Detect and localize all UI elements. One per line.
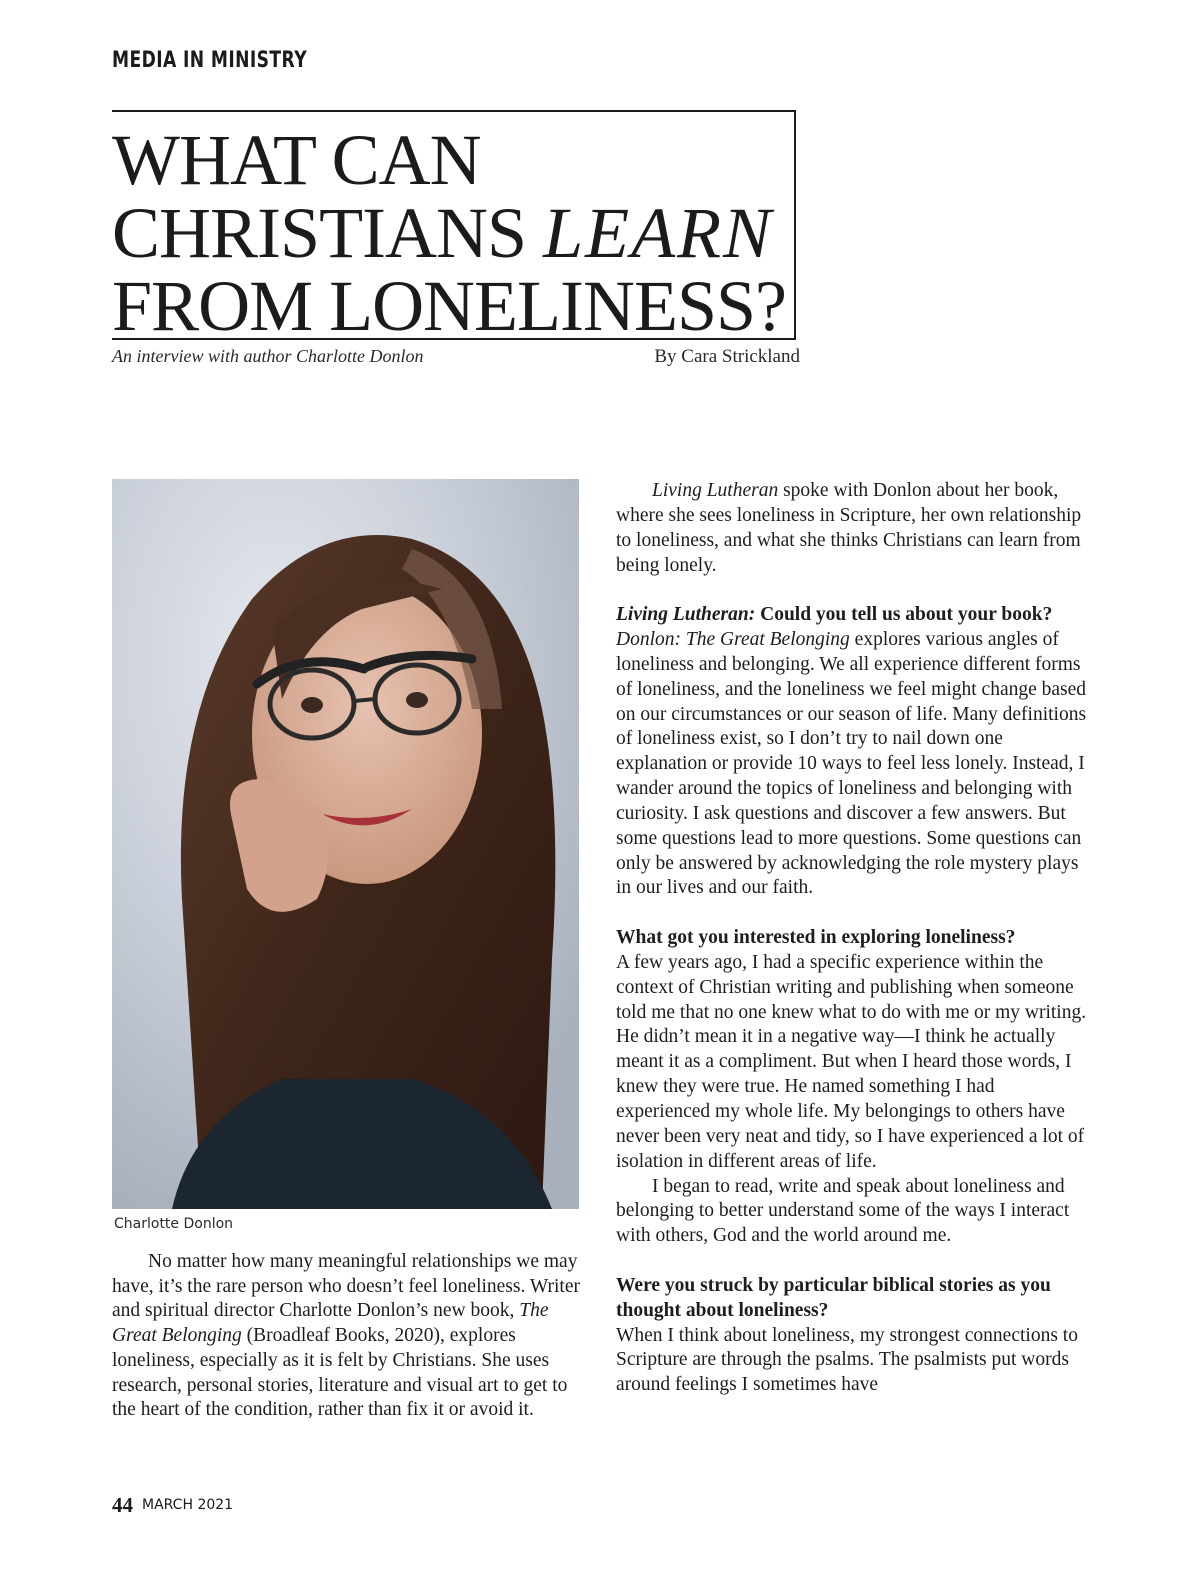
intro-text-2: (Broadleaf Books, 2020), explores loneliness, especially as it is felt by Christians. She uses research, personal stories, literature and visual art to get to the heart of the condition, rather than fix it or avoid it. (112, 1325, 568, 1421)
interview-column (616, 479, 1088, 1398)
article-subtitle: An interview with author Charlotte Donlon (112, 346, 424, 366)
answer-3: When I think about loneliness, my strongest connections to Scripture are through the psalms. The psalmists put words around feelings I sometimes have (616, 1324, 1078, 1396)
paragraph-gap (616, 901, 1088, 926)
intro-text-1: No matter how many meaningful relationships we may have, it’s the rare person who doesn’t feel loneliness. Writer and spiritual director Charlotte Donlon’s new book, (112, 1251, 580, 1322)
answer-1-lead: Donlon: The Great Belonging (616, 629, 850, 651)
answer-2-paragraph-2: I began to read, write and speak about loneliness and belonging to better understand some of the ways I interact with others, God and the world around me. (616, 1175, 1070, 1247)
book-title: The Great Belonging (112, 1300, 549, 1347)
title-line-1: WHAT CAN (112, 120, 481, 200)
section-label: MEDIA IN MINISTRY (112, 48, 308, 73)
article-title (112, 120, 787, 346)
intro-paragraph (112, 1250, 587, 1423)
lead-text: spoke with Donlon about her book, where she sees loneliness in Scripture, her own relationship to loneliness, and what she thinks Christians can learn from being lonely. (616, 480, 1082, 576)
author-portrait-photo (112, 479, 579, 1209)
answer-1-text: explores various angles of loneliness and belonging. We all experience different forms of loneliness, and the loneliness we feel might change based on our circumstances or our season of life. Many definitions of loneliness exist, so I don’t try to nail down one explanation or provide 10 ways to feel less lonely. Instead, I wander around the topics of loneliness and belonging with curiosity. I ask questions and discover a few answers. But some questions lead to more questions. Some questions can only be answered by acknowledging the role mystery plays in our lives and our faith. (616, 629, 1087, 899)
paragraph-gap (616, 1249, 1088, 1274)
title-emphasis: LEARN (543, 193, 774, 273)
title-line-2 (112, 193, 786, 273)
answer-2-paragraph-1: A few years ago, I had a specific experience within the context of Christian writing and publishing when someone told me that no one knew what to do with me or my writing. He didn’t mean it in a negative way—I think he actually meant it as a compliment. But when I heard those words, I knew they were true. He named something I had experienced my whole life. My belongings to others have never been very neat and tidy, so I have experienced a lot of isolation in different areas of life. (616, 951, 1087, 1172)
question-3: Were you struck by particular biblical stories as you thought about loneliness? (616, 1274, 1051, 1321)
answer-1 (616, 628, 1088, 901)
question-1 (616, 603, 1088, 628)
publication-name: Living Lutheran (652, 480, 779, 501)
question-1-text: Could you tell us about your book? (755, 604, 1053, 626)
title-line-2-main: CHRISTIANS (112, 193, 544, 273)
page-number: 44 (112, 1493, 133, 1517)
title-line-3: FROM LONELINESS? (112, 266, 787, 346)
photo-caption: Charlotte Donlon (114, 1216, 234, 1232)
paragraph-gap (616, 578, 1088, 603)
lead-paragraph (616, 479, 1088, 578)
question-1-speaker: Living Lutheran: (616, 604, 756, 626)
question-2: What got you interested in exploring loneliness? (616, 927, 1016, 949)
issue-date: MARCH 2021 (142, 1497, 234, 1513)
byline: By Cara Strickland (654, 346, 800, 367)
portrait-illustration (112, 479, 579, 1209)
